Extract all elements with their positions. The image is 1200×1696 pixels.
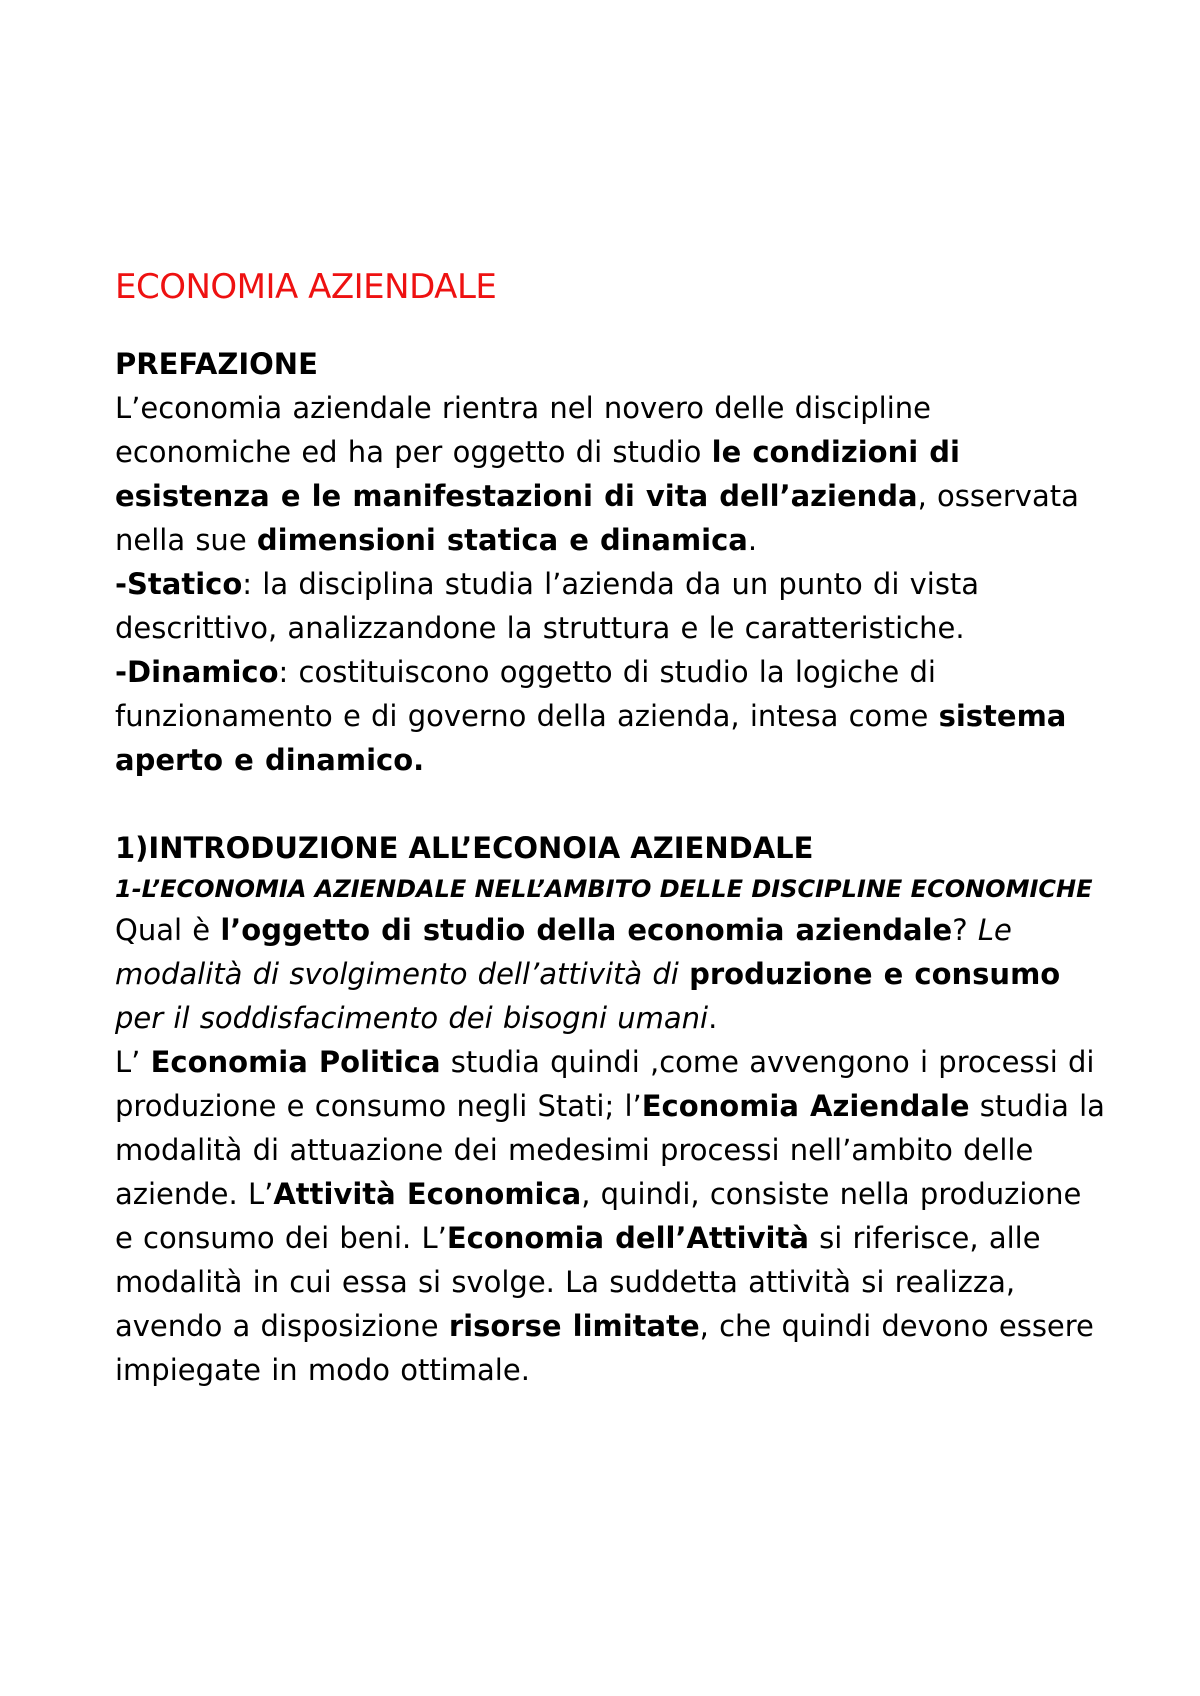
text-run: , osservata nella sue [115, 479, 1079, 557]
dinamico-paragraph [115, 650, 1105, 782]
bold-run: risorse limitate [448, 1309, 700, 1343]
text-run: studia quindi ,come avvengono i processi di produzione e consumo negli Stati; l’ [115, 1045, 1095, 1123]
bold-run: le condizioni di esistenza e le manifestazioni di vita dell’azienda [115, 435, 960, 513]
dinamico-label: -Dinamico [115, 655, 279, 689]
bold-run: produzione e consumo [689, 957, 1061, 991]
text-run: Qual è [115, 913, 221, 947]
text-run: si riferisce, alle modalità in cui essa si svolge. La suddetta attività si realizza, avendo a disposizione [115, 1221, 1041, 1343]
bold-run: Attività Economica [273, 1177, 582, 1211]
bold-run: dimensioni statica e dinamica [256, 523, 748, 557]
bold-run: Economia Aziendale [641, 1089, 970, 1123]
introduzione-subheading: 1-L’ECONOMIA AZIENDALE NELL’AMBITO DELLE DISCIPLINE ECONOMICHE [115, 875, 1093, 903]
text-run: , che quindi devono essere impiegate in modo ottimale. [115, 1309, 1094, 1387]
text-run: : la disciplina studia l’azienda da un punto di vista descrittivo, analizzandone la struttura e le caratteristiche. [115, 567, 980, 645]
text-run: . [747, 523, 758, 557]
prefazione-paragraph [115, 386, 1105, 562]
question-paragraph [115, 908, 1105, 1040]
bold-run: sistema aperto e dinamico. [115, 699, 1067, 777]
statico-label: -Statico [115, 567, 243, 601]
text-run: , quindi, consiste nella produzione e consumo dei beni. L’ [115, 1177, 1082, 1255]
text-run: studia la modalità di attuazione dei medesimi processi nell’ambito delle aziende. L’ [115, 1089, 1105, 1211]
prefazione-heading: PREFAZIONE [115, 347, 318, 381]
text-run: L’ [115, 1045, 151, 1079]
introduzione-heading: 1)INTRODUZIONE ALL’ECONOIA AZIENDALE [115, 831, 814, 865]
bold-run: Economia Politica [150, 1045, 441, 1079]
italic-run: per il soddisfacimento dei bisogni umani [115, 1001, 709, 1035]
paragraph-spacer [115, 782, 1105, 826]
bold-run: Economia dell’Attività [446, 1221, 809, 1255]
text-run: . [708, 1001, 718, 1035]
economia-paragraph [115, 1040, 1105, 1392]
italic-run: Le modalità di svolgimento dell’attività di [115, 913, 1012, 991]
text-run: : costituiscono oggetto di studio la logiche di funzionamento e di governo della azienda, intesa come [115, 655, 939, 733]
bold-run: l’oggetto di studio della economia aziendale [220, 913, 953, 947]
text-run: ? [952, 913, 978, 947]
text-run: L’economia aziendale rientra nel novero delle discipline economiche ed ha per oggetto di studio [115, 391, 931, 469]
document-title: ECONOMIA AZIENDALE [115, 267, 497, 307]
document-body [115, 262, 1105, 1392]
statico-paragraph [115, 562, 1105, 650]
